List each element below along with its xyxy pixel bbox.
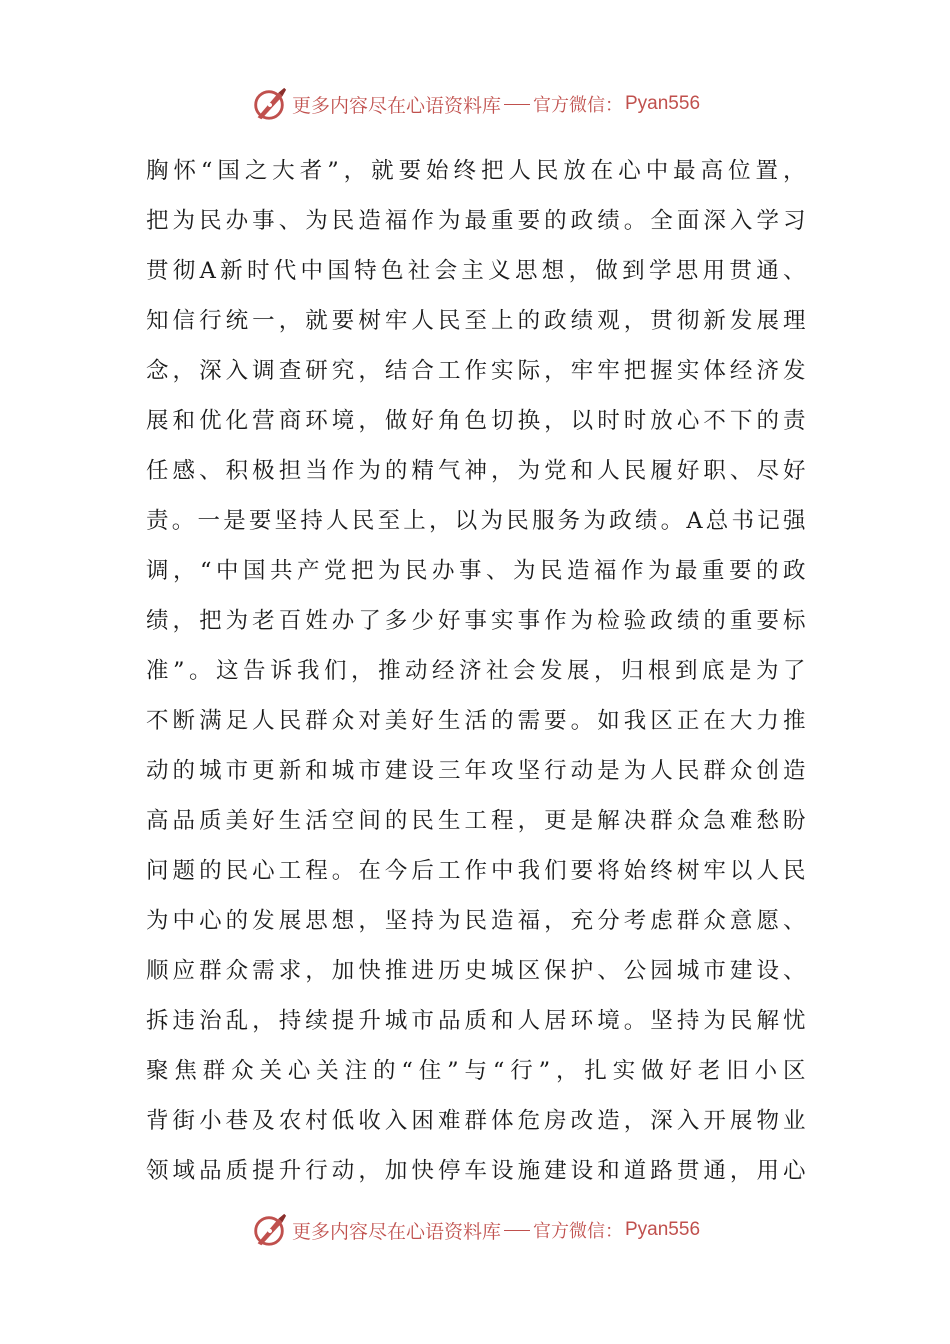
text-line: 任感、积极担当作为的精气神，为党和人民履好职、尽好 [146,458,806,484]
watermark-dash [504,104,530,105]
watermark-title: 更多内容尽在心语资料库 [291,94,501,117]
pen-nib-circle-icon [250,1211,288,1249]
watermark-title: 更多内容尽在心语资料库 [291,1220,501,1243]
text-line: 胸怀“国之大者”，就要始终把人民放在心中最高位置， [146,158,806,184]
text-line: 展和优化营商环境，做好角色切换，以时时放心不下的责 [146,408,806,434]
text-line: 聚焦群众关心关注的“住”与“行”，扎实做好老旧小区 [146,1058,806,1084]
text-line: 把为民办事、为民造福作为最重要的政绩。全面深入学习 [146,208,806,234]
text-line: 贯彻A新时代中国特色社会主义思想，做到学思用贯通、 [146,258,806,284]
footer-watermark [0,1208,950,1252]
text-line: 责。一是要坚持人民至上，以为民服务为政绩。A总书记强 [146,508,806,534]
text-line: 知信行统一，就要树牢人民至上的政绩观，贯彻新发展理 [146,308,806,334]
text-line: 调，“中国共产党把为民办事、为民造福作为最重要的政 [146,558,806,584]
text-line: 不断满足人民群众对美好生活的需要。如我区正在大力推 [146,708,806,734]
text-line: 顺应群众需求，加快推进历史城区保护、公园城市建设、 [146,958,806,984]
text-line: 背街小巷及农村低收入困难群体危房改造，深入开展物业 [146,1108,806,1134]
watermark-handle: Pyan556 [625,93,701,114]
text-line: 念，深入调查研究，结合工作实际，牢牢把握实体经济发 [146,358,806,384]
text-line: 绩，把为老百姓办了多少好事实事作为检验政绩的重要标 [146,608,806,634]
header-watermark [0,82,950,126]
watermark-handle-label: 官方微信： [533,1221,623,1242]
text-line: 高品质美好生活空间的民生工程，更是解决群众急难愁盼 [146,808,806,834]
watermark-handle: Pyan556 [625,1219,701,1240]
text-line: 问题的民心工程。在今后工作中我们要将始终树牢以人民 [146,858,806,884]
watermark-handle-label: 官方微信： [533,95,623,116]
watermark-dash [504,1230,530,1231]
text-line: 准”。这告诉我们，推动经济社会发展，归根到底是为了 [146,658,806,684]
pen-nib-circle-icon [250,85,288,123]
text-line: 动的城市更新和城市建设三年攻坚行动是为人民群众创造 [146,758,806,784]
text-line: 领域品质提升行动，加快停车设施建设和道路贯通，用心 [146,1158,806,1184]
text-line: 为中心的发展思想，坚持为民造福，充分考虑群众意愿、 [146,908,806,934]
document-body [146,146,806,1196]
text-line: 拆违治乱，持续提升城市品质和人居环境。坚持为民解忧 [146,1008,806,1034]
